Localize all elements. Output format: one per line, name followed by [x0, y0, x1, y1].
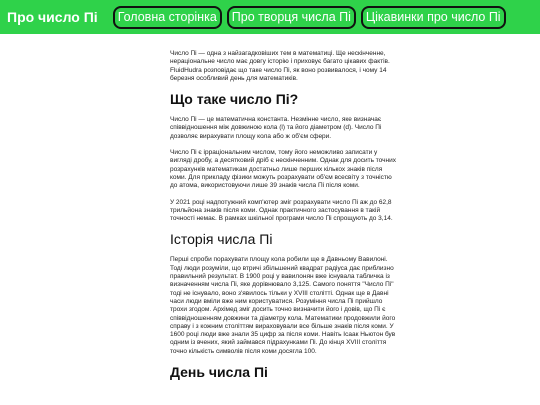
intro-paragraph: Число Пі — одна з найзагадковіших тем в математиці. Ще нескінченне, нераціональне число має довгу історію і приховує багато цікавих фактів. FluidHudra розповідає що таке число Пі, як воно розвивалося, і чому 14 березня особливий день для математиків.	[170, 50, 390, 82]
paragraph: Перші спроби порахувати площу кола робили ще в Давньому Вавилоні. Тоді люди розуміли, що втричі збільшений квадрат радіуса дає приблизно правильний результат. В 1900 році у вавилонян вже існувала табличка із визначенням числа Пі, яке дорівнювало 3,125. Самого поняття "Число Пі" тоді не існувало, воно з'явилось тільки у XVIII столітті. Однак ще в Давні часи люди вміли вже ним користуватися. Розуміння числа Пі прийшло трохи згодом. Архімед зміг досить точно визначити його і довів, що Пі є співвідношенням довжини та діаметру кола. Математики продовжили його справу і з кожним століттям вираховували все більше знаків після коми. У 1600 році люди вже знали 35 цифр за після коми. Навіть Ісаак Ньютон був одним із вчених, який займався підрахунками Пі. До кінця XVIII століття точно кількість символів після коми досягла 100.	[170, 256, 396, 355]
section-heading-what-is-pi: Що таке число Пі?	[170, 91, 299, 108]
section-heading-pi-day: День числа Пі	[170, 364, 268, 381]
main-content	[170, 34, 396, 380]
nav-link-facts[interactable]: Цікавинки про число Пі	[361, 6, 506, 29]
nav-link-creator[interactable]: Про творця числа Пі	[227, 6, 356, 29]
paragraph: Число Пі — це математична константа. Незмінне число, яке визначає співвідношення між довжиною кола (l) та його діаметром (d). Число Пі дозволяє вирахувати площу кола або ж об'єм сфери.	[170, 116, 382, 140]
section-heading-history: Історія числа Пі	[170, 231, 273, 248]
nav-link-home[interactable]: Головна сторінка	[113, 6, 222, 29]
site-brand[interactable]: Про число Пі	[7, 9, 98, 25]
paragraph: Число Пі є ірраціональним числом, тому його неможливо записати у вигляді дробу, а десятковий дріб є нескінченним. Однак для досить точних розрахунків математикам достатньо лише перших кількох знаків після коми. Для прикладу фізики можуть розрахувати об'єм всесвіту з точністю до атома, використовуючи лише 39 знаків числа Пі після коми.	[170, 149, 396, 190]
paragraph: У 2021 році надпотужний комп'ютер зміг розрахувати число Пі аж до 62,8 трильйона знаків після коми. Однак практичного застосування в такій точності немає. В рамках шкільної програми число Пі спрощують до 3,14.	[170, 198, 393, 223]
navbar	[0, 0, 540, 34]
